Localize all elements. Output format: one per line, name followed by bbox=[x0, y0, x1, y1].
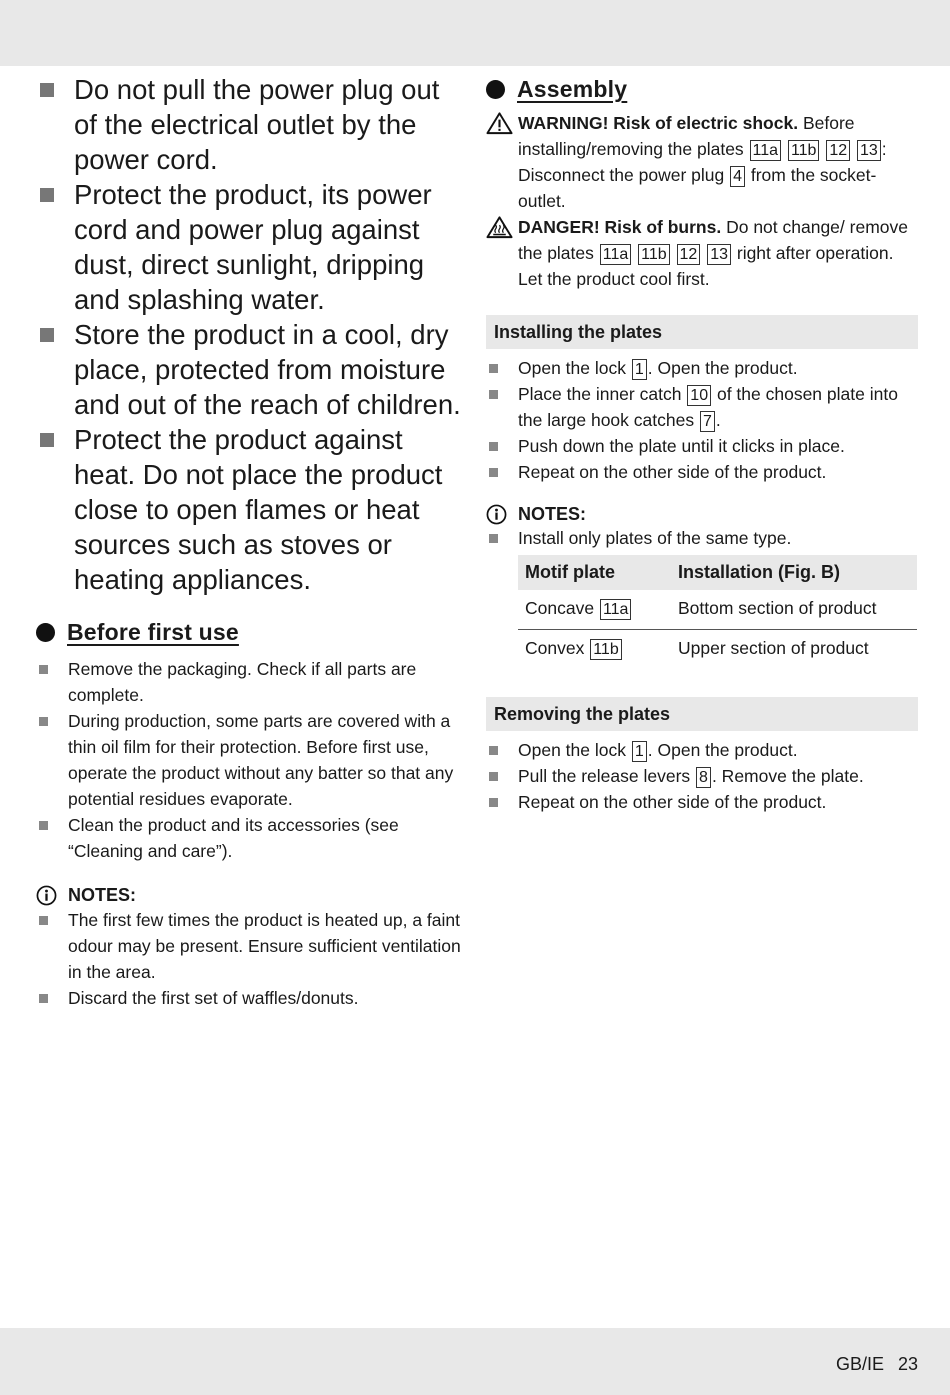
table-row bbox=[518, 630, 917, 670]
list-item: Install only plates of the same type. bbox=[486, 525, 918, 551]
ref-box: 4 bbox=[730, 166, 745, 187]
installing-heading: Installing the plates bbox=[486, 315, 918, 349]
before-first-use-heading: Before first use bbox=[36, 619, 462, 646]
list-item: Pull the release levers 8 . Remove the plate. bbox=[486, 763, 918, 789]
list-item: Place the inner catch 10 of the chosen plate into the large hook catches 7 . bbox=[486, 381, 918, 433]
list-item: Remove the packaging. Check if all parts are complete. bbox=[36, 656, 462, 708]
page-number: 23 bbox=[897, 1354, 918, 1374]
danger-label: DANGER! Risk of burns. bbox=[518, 217, 722, 237]
before-first-use-list bbox=[36, 656, 462, 864]
ref-box: 7 bbox=[700, 411, 715, 432]
list-item: Open the lock 1 . Open the product. bbox=[486, 355, 918, 381]
column-header: Motif plate bbox=[518, 555, 671, 590]
ref-box: 12 bbox=[677, 244, 701, 265]
list-item: Repeat on the other side of the product. bbox=[486, 459, 918, 485]
list-item: During production, some parts are covered with a thin oil film for their protection. Before first use, operate the product without any batter so that any potential residues evaporate. bbox=[36, 708, 462, 812]
notes-heading: NOTES: bbox=[36, 885, 462, 906]
assembly-heading: Assembly bbox=[486, 76, 918, 103]
notes-list bbox=[36, 907, 462, 1011]
list-item: Clean the product and its accessories (see “Cleaning and care”). bbox=[36, 812, 462, 864]
language-code: GB/IE bbox=[835, 1354, 884, 1374]
ref-box: 11b bbox=[788, 140, 820, 161]
ref-box: 13 bbox=[857, 140, 881, 161]
bottom-band bbox=[0, 1328, 950, 1395]
table-cell: Bottom section of product bbox=[671, 590, 917, 630]
ref-box: 11a bbox=[600, 599, 632, 620]
warning-label: WARNING! Risk of electric shock. bbox=[518, 113, 799, 133]
table-cell: Concave 11a bbox=[518, 590, 671, 630]
plates-table bbox=[518, 555, 917, 669]
left-column bbox=[36, 72, 462, 1011]
ref-box: 1 bbox=[632, 359, 647, 380]
list-item: Open the lock 1 . Open the product. bbox=[486, 737, 918, 763]
top-band bbox=[0, 0, 950, 66]
table-header-row bbox=[518, 555, 917, 590]
ref-box: 11a bbox=[600, 244, 632, 265]
table-cell: Upper section of product bbox=[678, 638, 869, 658]
table-cell: Convex 11b bbox=[518, 630, 671, 670]
list-item: Protect the product against heat. Do not place the product close to open flames or heat sources such as stoves or heating appliances. bbox=[36, 422, 462, 597]
removing-list bbox=[486, 737, 918, 815]
right-column bbox=[486, 72, 918, 815]
bullet-dot-icon bbox=[486, 80, 505, 99]
notes-list bbox=[486, 525, 918, 551]
bullet-dot-icon bbox=[36, 623, 55, 642]
warning-block: WARNING! Risk of electric shock. Before installing/removing the plates 11a 11b 12 13 : Disconnect the power plug 4 from the socket-outlet. bbox=[486, 110, 918, 214]
warning-triangle-icon bbox=[486, 111, 513, 135]
safety-list bbox=[36, 72, 462, 597]
list-item: The first few times the product is heated up, a faint odour may be present. Ensure sufficient ventilation in the area. bbox=[36, 907, 462, 985]
removing-heading: Removing the plates bbox=[486, 697, 918, 731]
installing-list bbox=[486, 355, 918, 485]
list-item: Push down the plate until it clicks in place. bbox=[486, 433, 918, 459]
ref-box: 11b bbox=[638, 244, 670, 265]
ref-box: 11a bbox=[750, 140, 782, 161]
info-icon bbox=[36, 885, 57, 906]
ref-box: 12 bbox=[826, 140, 850, 161]
ref-box: 11b bbox=[590, 639, 622, 660]
list-item: Discard the first set of waffles/donuts. bbox=[36, 985, 462, 1011]
ref-box: 13 bbox=[707, 244, 731, 265]
ref-box: 1 bbox=[632, 741, 647, 762]
column-header: Installation (Fig. B) bbox=[671, 555, 917, 590]
ref-box: 10 bbox=[687, 385, 711, 406]
danger-block: DANGER! Risk of burns. Do not change/ remove the plates 11a 11b 12 13 right after operation. Let the product cool first. bbox=[486, 214, 918, 292]
page-footer bbox=[822, 1354, 918, 1375]
list-item: Repeat on the other side of the product. bbox=[486, 789, 918, 815]
info-icon bbox=[486, 504, 507, 525]
table-row bbox=[518, 590, 917, 630]
notes-heading: NOTES: bbox=[486, 504, 918, 525]
list-item: Store the product in a cool, dry place, protected from moisture and out of the reach of children. bbox=[36, 317, 462, 422]
hot-surface-icon bbox=[486, 215, 513, 239]
ref-box: 8 bbox=[696, 767, 711, 788]
list-item: Do not pull the power plug out of the electrical outlet by the power cord. bbox=[36, 72, 462, 177]
list-item: Protect the product, its power cord and power plug against dust, direct sunlight, dripping and splashing water. bbox=[36, 177, 462, 317]
